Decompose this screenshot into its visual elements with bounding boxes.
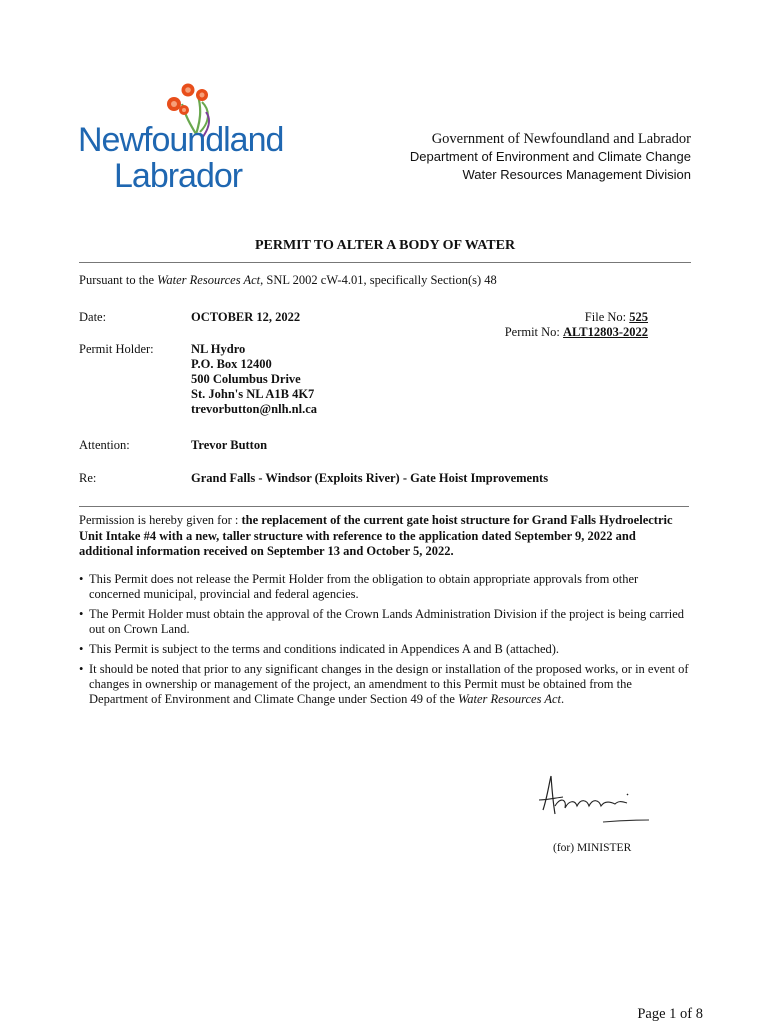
- department-name: Department of Environment and Climate Change: [409, 149, 691, 164]
- re-label: Re:: [79, 471, 97, 485]
- department-header: [271, 130, 691, 184]
- pursuant-line: [79, 273, 497, 288]
- permit-number-row: [505, 325, 648, 340]
- bullet-4-pre: It should be noted that prior to any significant changes in the design or installation of the proposed works, or in event of changes in ownership or management of the project, an amendment to this Permit must be obtained from the Department of Environment and Climate Change under Section 49 of the: [89, 662, 689, 706]
- section-divider: [79, 506, 689, 507]
- list-item: • It should be noted that prior to any significant changes in the design or installation of the proposed works, or in event of changes in ownership or management of the project, an amendment to this Permit must be obtained from the Department of Environment and Climate Change under Section 49 of the Water Resources Act.: [79, 662, 689, 706]
- holder-email: trevorbutton@nlh.nl.ca: [191, 402, 317, 416]
- list-item: • This Permit is subject to the terms and conditions indicated in Appendices A and B (attached).: [79, 642, 560, 656]
- bullet-text: The Permit Holder must obtain the approval of the Crown Lands Administration Division if the project is being carried out on Crown Land.: [89, 607, 685, 636]
- date-label: Date:: [79, 310, 107, 324]
- holder-line: 500 Columbus Drive: [191, 372, 301, 386]
- signature-label: (for) MINISTER: [553, 842, 632, 854]
- file-number: 525: [629, 310, 648, 324]
- conditions-list: [79, 572, 691, 712]
- pursuant-act: Water Resources Act: [157, 273, 261, 287]
- page-number: Page 1 of 8: [637, 1006, 703, 1022]
- file-number-row: [505, 310, 648, 325]
- attention-label: Attention:: [79, 438, 130, 452]
- government-name: Government of Newfoundland and Labrador: [431, 131, 691, 147]
- title-divider: [79, 262, 691, 263]
- holder-line: St. John's NL A1B 4K7: [191, 387, 315, 401]
- logo-line-2: Labrador: [114, 157, 243, 195]
- list-item: • The Permit Holder must obtain the approval of the Crown Lands Administration Division if the project is being carried out on Crown Land.: [79, 607, 685, 636]
- permit-number-label: Permit No:: [504, 325, 564, 339]
- re-value: Grand Falls - Windsor (Exploits River) - Gate Hoist Improvements: [191, 471, 549, 485]
- date-value: OCTOBER 12, 2022: [191, 310, 301, 324]
- bullet-text: This Permit does not release the Permit Holder from the obligation to obtain appropriate approvals from other concerned municipal, provincial and federal agencies.: [89, 572, 639, 601]
- holder-line: NL Hydro: [191, 342, 246, 356]
- signature: [533, 770, 653, 830]
- permit-holder-label: Permit Holder:: [79, 342, 154, 356]
- permission-statement: [79, 513, 691, 560]
- attention-value: Trevor Button: [191, 438, 268, 452]
- logo-line-1: Newfoundland: [78, 121, 284, 159]
- government-logo: [78, 82, 283, 197]
- permission-body: the replacement of the current gate hoist structure for Grand Falls Hydroelectric Unit Intake #4 with a new, taller structure with reference to the application dated September 9, 2022 and additional information received on September 13 and October 5, 2022.: [79, 513, 673, 558]
- permit-number: ALT12803-2022: [563, 325, 648, 339]
- permission-pre: Permission is hereby given for :: [79, 513, 242, 527]
- bullet-4-act: Water Resources Act: [458, 692, 562, 706]
- pursuant-pre: Pursuant to the: [79, 273, 158, 287]
- file-info: [505, 310, 648, 340]
- list-item: • This Permit does not release the Permit Holder from the obligation to obtain appropriate approvals from other concerned municipal, provincial and federal agencies.: [79, 572, 639, 601]
- signature-icon: [533, 770, 653, 830]
- permit-holder-address: [191, 342, 317, 417]
- bullet-4-post: .: [561, 692, 565, 706]
- division-name: Water Resources Management Division: [462, 167, 691, 182]
- file-number-label: File No:: [584, 310, 630, 324]
- holder-line: P.O. Box 12400: [191, 357, 272, 371]
- pursuant-post: , SNL 2002 cW-4.01, specifically Section(s) 48: [260, 273, 497, 287]
- document-title: PERMIT TO ALTER A BODY OF WATER: [254, 238, 516, 253]
- bullet-text: This Permit is subject to the terms and conditions indicated in Appendices A and B (attached).: [89, 642, 560, 656]
